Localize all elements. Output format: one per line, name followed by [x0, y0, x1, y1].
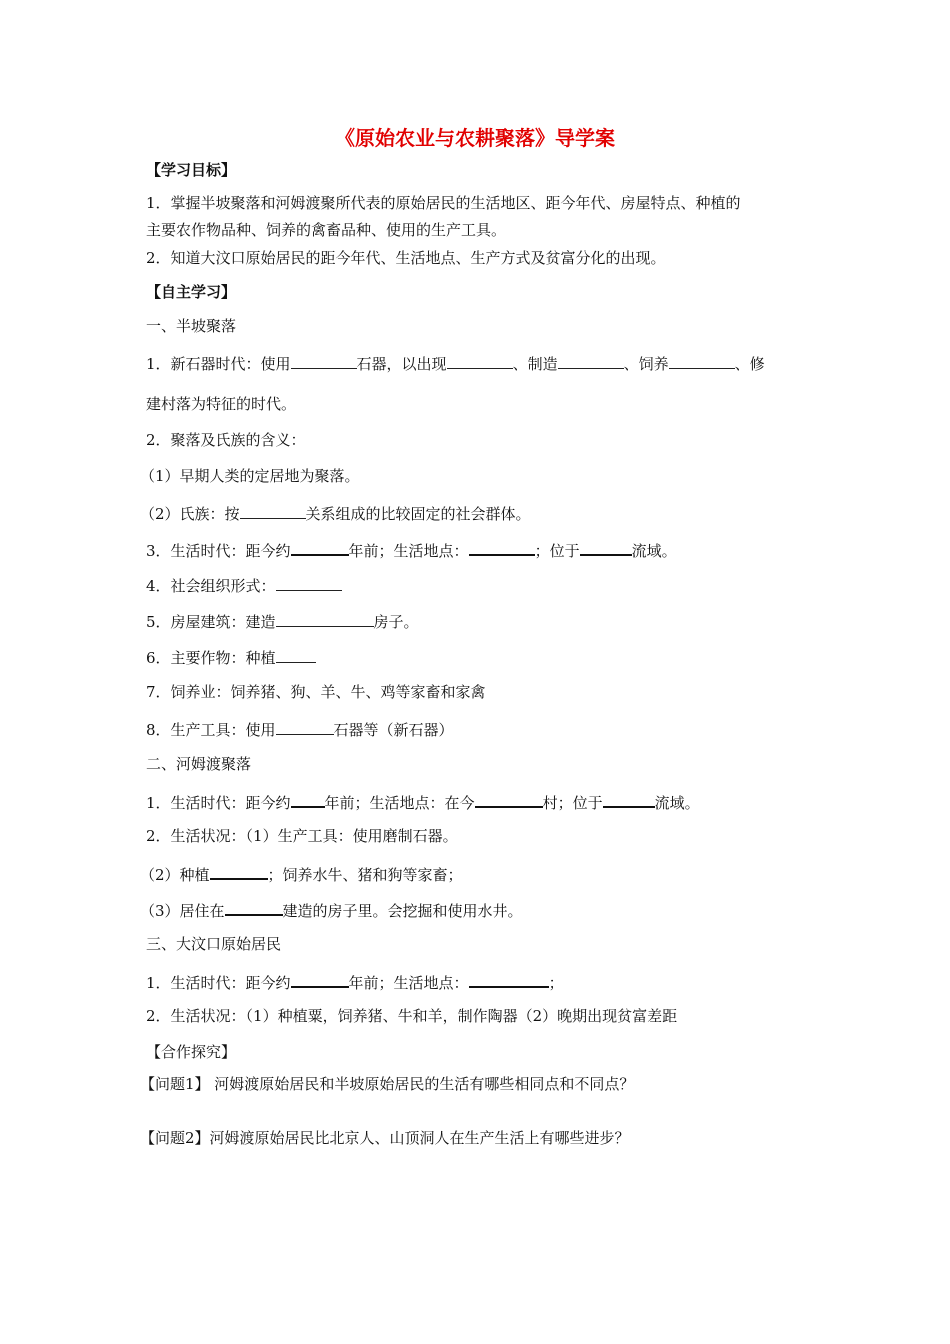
blank[interactable]	[447, 352, 513, 369]
blank[interactable]	[291, 970, 349, 988]
item-1-5: 5．房屋建筑：建造 房子。	[146, 610, 419, 632]
blank[interactable]	[291, 352, 357, 369]
section-1-heading: 一、半坡聚落	[146, 317, 237, 335]
blank[interactable]	[603, 790, 655, 808]
item-2-2-2: （2）种植 ；饲养水牛、猪和狗等家畜；	[140, 862, 463, 885]
blank[interactable]	[276, 718, 334, 735]
item-1-7: 7．饲养业：饲养猪、狗、羊、牛、鸡等家畜和家禽	[146, 683, 486, 701]
goal-1-line-2: 主要农作物品种、饲养的禽畜品种、使用的生产工具。	[146, 221, 507, 239]
blank[interactable]	[580, 538, 632, 556]
item-1-1-cont: 建村落为特征的时代。	[146, 395, 297, 413]
goals-header: 【学习目标】	[146, 161, 237, 179]
blank[interactable]	[469, 538, 535, 556]
blank[interactable]	[291, 790, 325, 808]
question-1: 【问题1】 河姆渡原始居民和半坡原始居民的生活有哪些相同点和不同点？	[140, 1075, 635, 1093]
blank[interactable]	[276, 610, 374, 627]
item-2-2-3: （3）居住在 建造的房子里。会挖掘和使用水井。	[140, 898, 523, 921]
blank[interactable]	[276, 574, 342, 591]
section-3-heading: 三、大汶口原始居民	[146, 935, 282, 953]
item-1-1: 1．新石器时代：使用 石器，以出现 、制造 、饲养 、修	[146, 352, 765, 374]
blank[interactable]	[210, 862, 268, 880]
item-1-3: 3．生活时代：距今约 年前；生活地点： ；位于 流域。	[146, 538, 677, 561]
page-title: 《原始农业与农耕聚落》导学案	[335, 126, 615, 150]
blank[interactable]	[225, 898, 283, 916]
self-study-header: 【自主学习】	[146, 283, 237, 301]
item-2-2: 2．生活状况：（1）生产工具：使用磨制石器。	[146, 827, 458, 845]
item-1-4: 4．社会组织形式：	[146, 574, 342, 596]
goal-2: 2．知道大汶口原始居民的距今年代、生活地点、生产方式及贫富分化的出现。	[146, 249, 666, 267]
item-1-8: 8．生产工具：使用 石器等（新石器）	[146, 718, 454, 740]
blank[interactable]	[291, 538, 349, 556]
blank[interactable]	[240, 502, 306, 519]
blank[interactable]	[469, 970, 549, 988]
item-3-1: 1．生活时代：距今约 年前；生活地点： ；	[146, 970, 564, 993]
item-1-2: 2．聚落及氏族的含义：	[146, 431, 306, 449]
cooperation-header: 【合作探究】	[146, 1043, 237, 1061]
goal-1-line-1: 1．掌握半坡聚落和河姆渡聚所代表的原始居民的生活地区、距今年代、房屋特点、种植的	[146, 194, 741, 212]
section-2-heading: 二、河姆渡聚落	[146, 755, 252, 773]
blank[interactable]	[276, 646, 316, 663]
blank[interactable]	[669, 352, 735, 369]
blank[interactable]	[475, 790, 543, 808]
item-1-6: 6．主要作物：种植	[146, 646, 316, 668]
blank[interactable]	[558, 352, 624, 369]
question-2: 【问题2】河姆渡原始居民比北京人、山顶洞人在生产生活上有哪些进步？	[140, 1129, 630, 1147]
item-2-1: 1．生活时代：距今约 年前；生活地点：在今 村；位于 流域。	[146, 790, 700, 813]
item-3-2: 2．生活状况：（1）种植粟，饲养猪、牛和羊，制作陶器（2）晚期出现贫富差距	[146, 1007, 678, 1025]
item-1-2-1: （1）早期人类的定居地为聚落。	[140, 467, 360, 485]
item-1-2-2: （2）氏族：按 关系组成的比较固定的社会群体。	[140, 502, 531, 524]
